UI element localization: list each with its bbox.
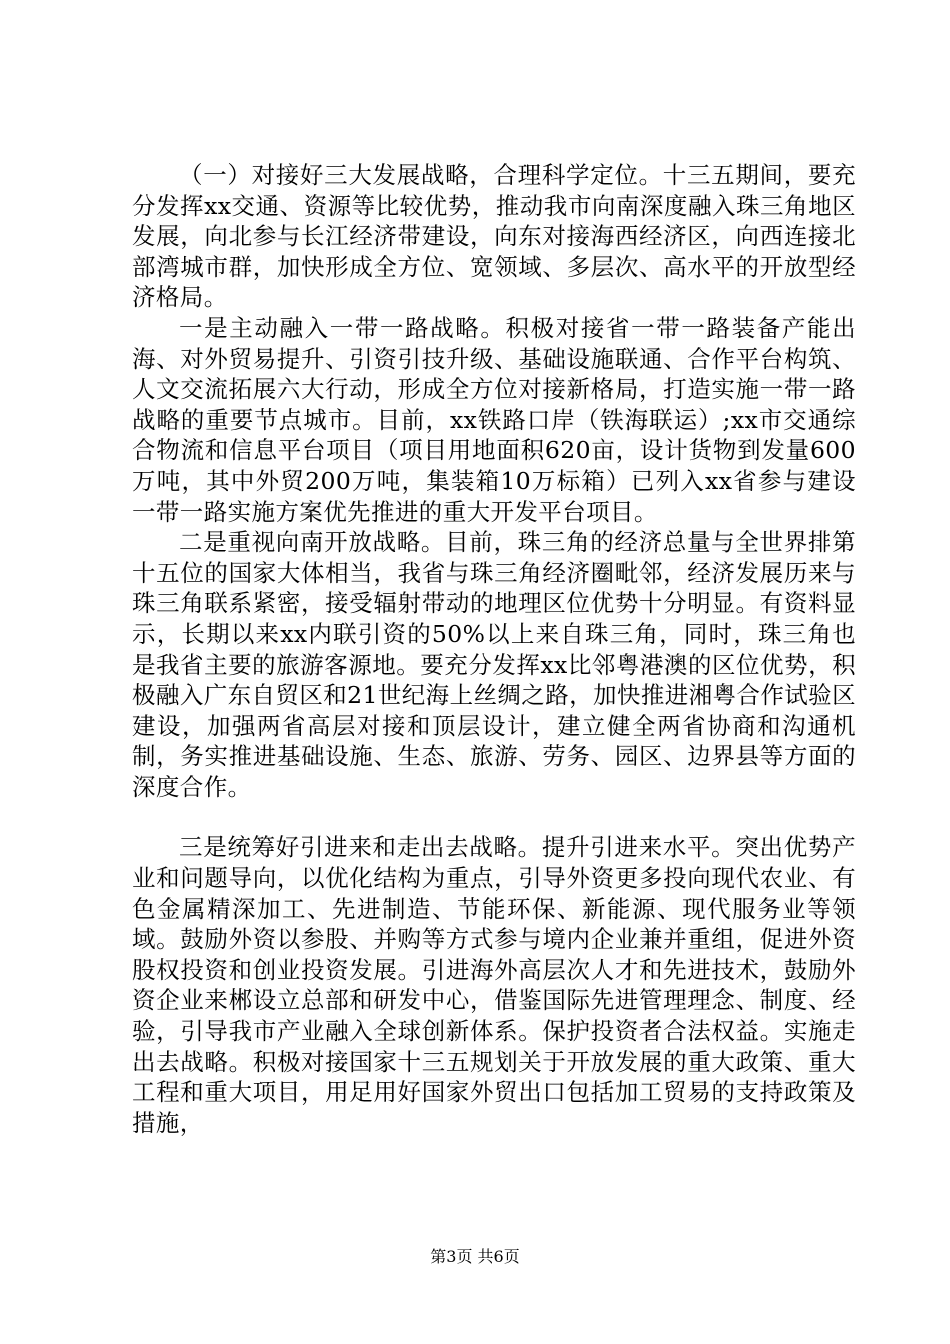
paragraph-bring-in-go-out: 三是统筹好引进来和走出去战略。提升引进来水平。突出优势产业和问题导向，以优化结构为重点，引导外资更多投向现代农业、有色金属精深加工、先进制造、节能环保、新能源、现代服务业等领域。鼓励外资以参股、并购等方式参与境内企业兼并重组，促进外资股权投资和创业投资发展。引进海外高层次人才和先进技术，鼓励外资企业来郴设立总部和研发中心，借鉴国际先进管理理念、制度、经验，引导我市产业融入全球创新体系。保护投资者合法权益。实施走出去战略。积极对接国家十三五规划关于开放发展的重大政策、重大工程和重大项目，用足用好国家外贸出口包括加工贸易的支持政策及措施，: [132, 833, 856, 1137]
page-footer: 第3页 共6页: [430, 1247, 520, 1266]
document-body: [132, 160, 856, 1138]
paragraph-belt-road: 一是主动融入一带一路战略。积极对接省一带一路装备产能出海、对外贸易提升、引资引技升级、基础设施联通、合作平台构筑、人文交流拓展六大行动，形成全方位对接新格局，打造实施一带一路战略的重要节点城市。目前，xx铁路口岸（铁海联运）;xx市交通综合物流和信息平台项目（项目用地面积620亩，设计货物到发量600万吨，其中外贸200万吨，集装箱10万标箱）已列入xx省参与建设一带一路实施方案优先推进的重大开发平台项目。: [132, 313, 856, 526]
paragraph-strategy-intro: （一）对接好三大发展战略，合理科学定位。十三五期间，要充分发挥xx交通、资源等比较优势，推动我市向南深度融入珠三角地区发展，向北参与长江经济带建设，向东对接海西经济区，向西连接北部湾城市群，加快形成全方位、宽领域、多层次、高水平的开放型经济格局。: [132, 161, 856, 312]
paragraph-south-opening: 二是重视向南开放战略。目前，珠三角的经济总量与全世界排第十五位的国家大体相当，我省与珠三角经济圈毗邻，经济发展历来与珠三角联系紧密，接受辐射带动的地理区位优势十分明显。有资料显示，长期以来xx内联引资的50%以上来自珠三角，同时，珠三角也是我省主要的旅游客源地。要充分发挥xx比邻粤港澳的区位优势，积极融入广东自贸区和21世纪海上丝绸之路，加快推进湘粤合作试验区建设，加强两省高层对接和顶层设计，建立健全两省协商和沟通机制，务实推进基础设施、生态、旅游、劳务、园区、边界县等方面的深度合作。: [132, 528, 856, 801]
